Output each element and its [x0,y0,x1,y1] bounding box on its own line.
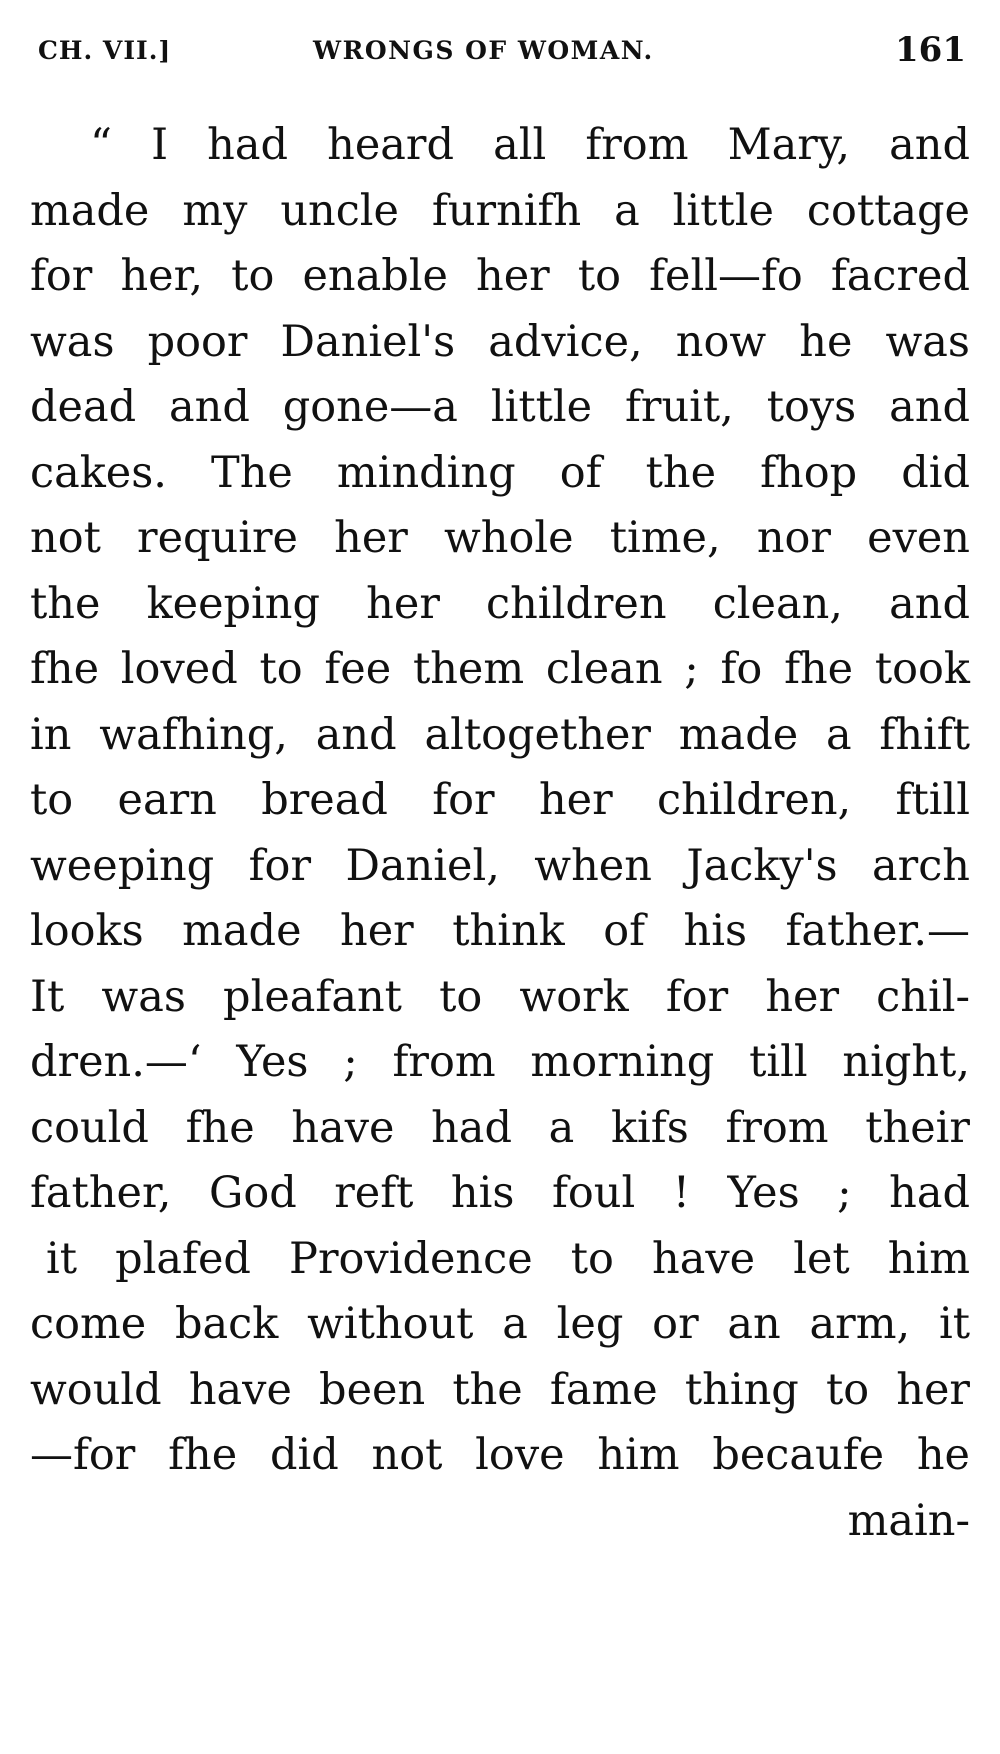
text-line: was poor Daniel's advice, now he was [30,316,970,367]
text-line: could fhe have had a kifs from their [30,1102,970,1153]
text-line: It was pleafant to work for her chil- [30,971,970,1022]
text-line: the keeping her children clean, and [30,578,970,629]
text-line: come back without a leg or an arm, it [30,1299,970,1349]
text-line: dren.—‘ Yes ; from morning till night, [30,1037,970,1087]
text-line: for her, to enable her to fell—fo facred [30,251,970,301]
body-text [30,113,970,1554]
text-line: in wafhing, and altogether made a fhift [30,709,970,760]
text-line: cakes. The minding of the fhop did [30,447,970,498]
text-line: not require her whole time, nor even [30,513,970,563]
text-line: weeping for Daniel, when Jacky's arch [30,840,970,891]
text-line: “ I had heard all from Mary, and [90,120,970,170]
text-line: would have been the fame thing to her [30,1364,970,1415]
chapter-reference: CH. VII.] [38,36,172,65]
running-head [38,30,966,80]
text-line: made my uncle furnifh a little cottage [30,185,970,236]
text-line: it plafed Providence to have let him [46,1233,970,1284]
text-line: —for fhe did not love him becaufe he [30,1430,970,1480]
page-number: 161 [895,30,966,70]
catchword: main- [847,1495,970,1546]
running-title: WRONGS OF WOMAN. [313,36,654,65]
text-line: dead and gone—a little fruit, toys and [30,382,970,432]
text-line: looks made her think of his father.— [30,906,970,956]
text-line: fhe loved to fee them clean ; fo fhe took [30,644,970,694]
text-line: father, God reft his foul ! Yes ; had [30,1168,970,1218]
text-line: to earn bread for her children, ftill [30,775,970,825]
